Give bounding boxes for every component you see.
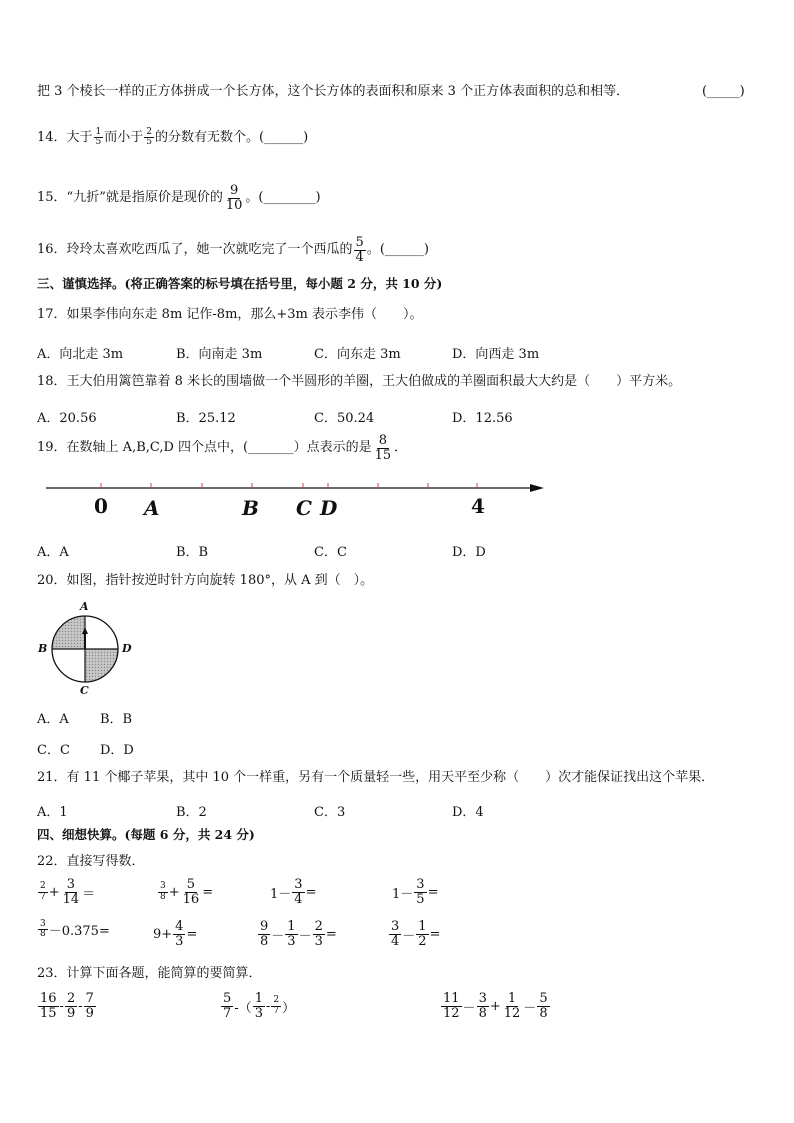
q18-option-d[interactable]: D．12.56	[452, 411, 513, 426]
q18-option-b[interactable]: B．25.12	[176, 411, 236, 426]
q21-option-b[interactable]: B．2	[176, 805, 207, 820]
q23-expr-1: $\frac{16}{15}$ - $\frac{2}{9}$ - $\frac{7}{9}$	[40, 991, 94, 1021]
q17-option-d[interactable]: D．向西走 3m	[452, 347, 540, 362]
axis-label-4: 4	[471, 494, 485, 518]
q19: 19．在数轴上 A,B,C,D 四个点中，(_______）点表示的是 $\frac{8}{15}$ ．	[37, 433, 408, 463]
q22-expr-2: $\frac{3}{8}$ + $\frac{5}{16}$ =	[160, 877, 214, 907]
fraction: $\frac{2}{5}$	[146, 127, 153, 148]
q17-text: 17．如果李伟向东走 8m 记作-8m，那么+3m 表示李伟（ ）。	[37, 307, 423, 322]
dial-label-b: B	[38, 642, 48, 655]
axis-label-a: A	[144, 496, 160, 520]
q22-expr-8: $\frac{3}{4}$ － $\frac{1}{2}$ =	[391, 919, 441, 949]
section-3-heading: 三、谨慎选择。(将正确答案的标号填在括号里，每小题 2 分，共 10 分)	[37, 276, 443, 291]
axis-label-b: B	[242, 496, 259, 520]
q23-text: 23．计算下面各题，能简算的要简算．	[37, 966, 262, 981]
fraction: $\frac{8}{15}$	[374, 433, 392, 463]
q19-option-b[interactable]: B．B	[176, 545, 209, 560]
dial-label-c: C	[80, 684, 89, 697]
q20-option-b[interactable]: B．B	[100, 712, 133, 727]
dial-label-d: D	[122, 642, 132, 655]
axis-label-c: C	[296, 496, 312, 520]
q21-option-a[interactable]: A．1	[37, 805, 68, 820]
q20-option-c[interactable]: C．C	[37, 743, 70, 758]
q22-text: 22．直接写得数．	[37, 854, 145, 869]
q13-answer-blank[interactable]: (_____)	[702, 84, 745, 99]
q19-option-a[interactable]: A．A	[37, 545, 69, 560]
q20-option-a[interactable]: A．A	[37, 712, 69, 727]
q20-option-d[interactable]: D．D	[100, 743, 134, 758]
q18-option-a[interactable]: A．20.56	[37, 411, 97, 426]
q19-option-c[interactable]: C．C	[314, 545, 347, 560]
q22-expr-1: $\frac{2}{7}$ + $\frac{3}{14}$ ＝	[40, 877, 96, 907]
q22-expr-6: 9+ $\frac{4}{3}$ =	[153, 919, 198, 949]
q22-expr-5: $\frac{3}{8}$ －0.375=	[40, 919, 110, 940]
q18-text: 18．王大伯用篱笆靠着 8 米长的围墙做一个半圆形的羊圈，王大伯做成的羊圈面积最大大约是（ ）平方米。	[37, 374, 682, 389]
q20-text: 20．如图，指针按逆时针方向旋转 180°，从 A 到（ ）。	[37, 573, 374, 588]
q21-text: 21．有 11 个椰子苹果，其中 10 个一样重，另有一个质量轻一些，用天平至少称（ ）次才能保证找出这个苹果．	[37, 770, 715, 785]
q23-expr-2: $\frac{5}{7}$ -（ $\frac{1}{3}$ - $\frac{2}{7}$ ）	[223, 991, 296, 1021]
q22-expr-7: $\frac{9}{8}$ － $\frac{1}{3}$ － $\frac{2}{3}$ =	[260, 919, 337, 949]
fraction: $\frac{5}{4}$	[355, 235, 364, 265]
fraction: $\frac{1}{5}$	[95, 127, 102, 148]
dial-label-a: A	[80, 600, 89, 613]
q22-expr-4: 1－ $\frac{3}{5}$ =	[392, 877, 439, 907]
clock-dial-diagram	[46, 612, 124, 686]
axis-label-d: D	[320, 496, 338, 520]
q17-option-c[interactable]: C．向东走 3m	[314, 347, 401, 362]
q13-text: 把 3 个棱长一样的正方体拼成一个长方体，这个长方体的表面积和原来 3 个正方体表面积的总和相等．	[37, 84, 630, 99]
q23-expr-3: $\frac{11}{12}$ － $\frac{3}{8}$ + $\frac{1}{12}$ － $\frac{5}{8}$	[443, 991, 548, 1021]
q17-option-b[interactable]: B．向南走 3m	[176, 347, 263, 362]
fraction: $\frac{9}{10}$	[225, 183, 243, 213]
q22-expr-3: 1－ $\frac{3}{4}$ =	[270, 877, 317, 907]
q21-option-d[interactable]: D．4	[452, 805, 484, 820]
q15: 15．“九折”就是指原价是现价的 $\frac{9}{10}$ 。(________)	[37, 183, 321, 213]
q14: 14．大于 $\frac{1}{5}$ 而小于 $\frac{2}{5}$ 的分数有无数个。(______)	[37, 127, 309, 148]
q18-option-c[interactable]: C．50.24	[314, 411, 375, 426]
q16: 16．玲玲太喜欢吃西瓜了，她一次就吃完了一个西瓜的 $\frac{5}{4}$ 。(______)	[37, 235, 429, 265]
section-4-heading: 四、细想快算。(每题 6 分，共 24 分)	[37, 827, 255, 842]
q21-option-c[interactable]: C．3	[314, 805, 346, 820]
axis-label-0: 0	[94, 494, 108, 518]
q17-option-a[interactable]: A．向北走 3m	[37, 347, 124, 362]
q19-option-d[interactable]: D．D	[452, 545, 486, 560]
